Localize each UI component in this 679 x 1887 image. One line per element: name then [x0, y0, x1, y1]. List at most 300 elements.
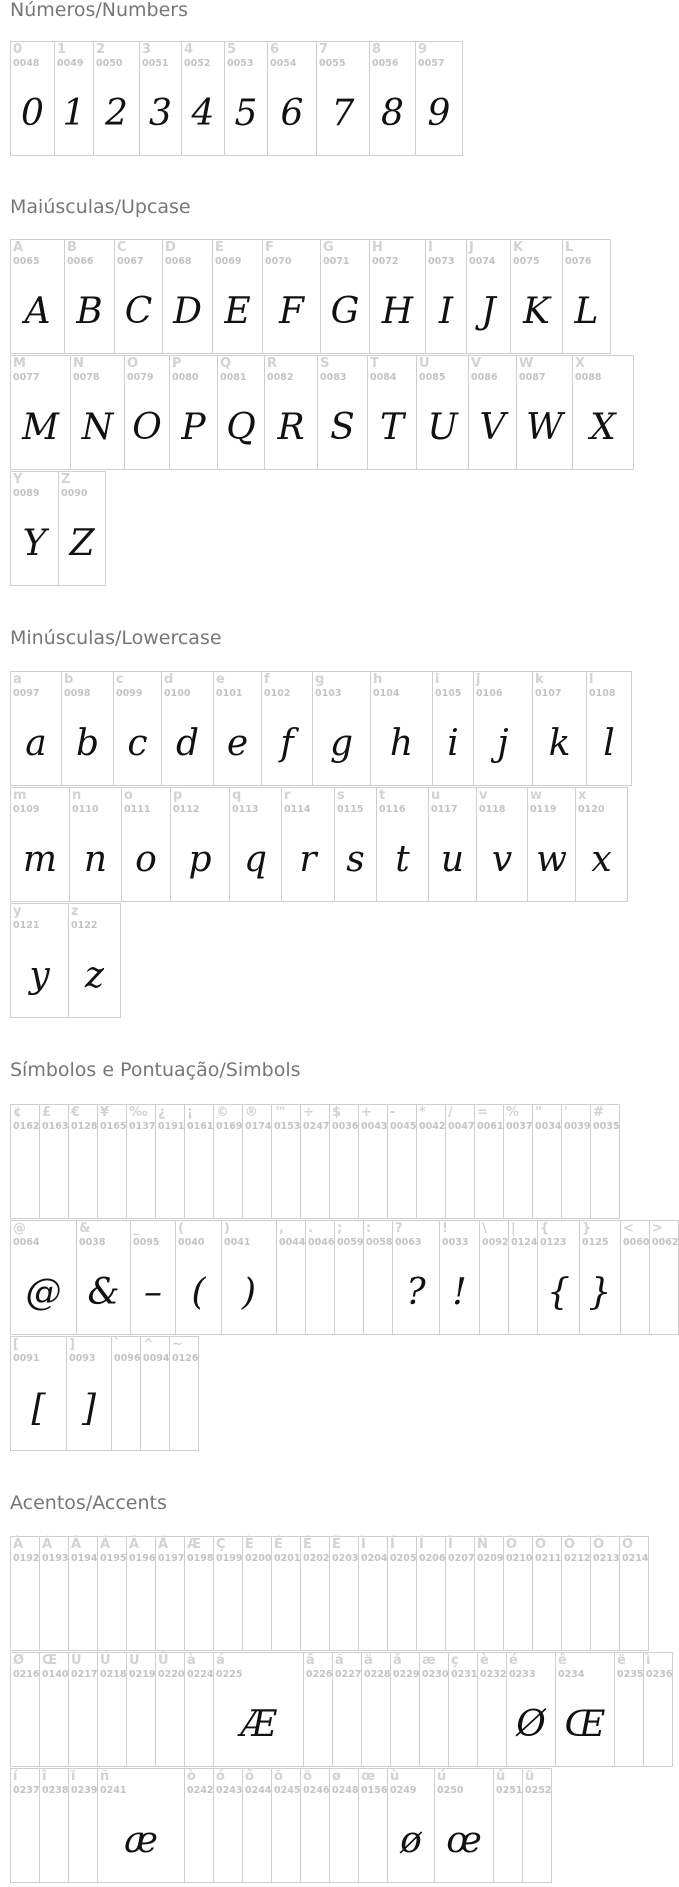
glyph-sample: @ [25, 1272, 62, 1313]
character-label: d [164, 672, 174, 687]
glyph-cell [70, 355, 125, 470]
character-code: 0067 [117, 256, 144, 267]
character-label: R [267, 356, 278, 371]
character-label: a [13, 672, 22, 687]
glyph-row [10, 239, 633, 354]
character-label: Û [129, 1653, 140, 1668]
glyph-cell [369, 239, 426, 354]
character-code: 0040 [178, 1237, 205, 1248]
glyph-cell [329, 1536, 359, 1651]
character-label: Æ [187, 1537, 202, 1552]
character-label: í [13, 1769, 18, 1784]
character-label: 1 [57, 42, 67, 57]
character-label: O [127, 356, 139, 371]
glyph-cell [561, 1536, 591, 1651]
character-code: 0112 [173, 804, 200, 815]
character-code: 0235 [617, 1669, 644, 1680]
character-code: 0234 [558, 1669, 585, 1680]
character-code: 0053 [227, 58, 254, 69]
glyph-sample: A [24, 291, 51, 332]
glyph-cell [262, 239, 321, 354]
glyph-sample: S [330, 407, 355, 448]
character-label: Ì [361, 1537, 366, 1552]
glyph-cell [213, 1768, 243, 1883]
glyph-sample: T [379, 407, 404, 448]
character-label: ñ [100, 1769, 110, 1784]
character-code: 0079 [127, 372, 154, 383]
character-code: 0062 [652, 1237, 679, 1248]
character-code: 0076 [565, 256, 592, 267]
character-label: K [513, 240, 524, 255]
character-code: 0072 [372, 256, 399, 267]
glyph-cell [126, 1104, 156, 1219]
glyph-cell [76, 1220, 131, 1335]
character-code: 0059 [337, 1237, 364, 1248]
glyph-sample: Ø [516, 1704, 546, 1745]
character-code: 0095 [133, 1237, 160, 1248]
glyph-cell [317, 355, 368, 470]
glyph-sample: Œ [564, 1704, 606, 1745]
character-label: Ä [129, 1537, 140, 1552]
character-label: 9 [418, 42, 428, 57]
glyph-cell [387, 1536, 417, 1651]
glyph-cell [448, 1652, 478, 1767]
character-code: 0111 [124, 804, 151, 815]
character-label: h [373, 672, 383, 687]
character-code: 0034 [535, 1121, 562, 1132]
character-label: ú [437, 1769, 447, 1784]
glyph-cell [329, 1104, 359, 1219]
glyph-sample: O [132, 407, 162, 448]
glyph-cell [97, 1768, 185, 1883]
character-label: : [366, 1221, 372, 1236]
glyph-cell [434, 1768, 494, 1883]
glyph-sample: j [497, 723, 509, 764]
glyph-sample: v [491, 839, 513, 880]
character-code: 0061 [477, 1121, 504, 1132]
glyph-cell [161, 671, 214, 786]
glyph-cell [64, 239, 115, 354]
glyph-sample: D [173, 291, 202, 332]
character-label: 3 [142, 42, 152, 57]
section-title-symbols: Símbolos e Pontuação/Simbols [10, 1059, 301, 1081]
glyph-cell [97, 1652, 127, 1767]
glyph-sample: y [29, 955, 50, 996]
glyph-cell [61, 671, 114, 786]
character-label: Ô [564, 1537, 576, 1552]
character-label: x [578, 788, 587, 803]
character-label: U [419, 356, 430, 371]
character-label: Ü [158, 1653, 169, 1668]
character-code: 0229 [393, 1669, 420, 1680]
character-label: 5 [227, 42, 237, 57]
glyph-cell [68, 1104, 98, 1219]
character-code: 0244 [245, 1785, 272, 1796]
glyph-cell [415, 41, 463, 156]
glyph-cell [261, 671, 313, 786]
glyph-sample: i [447, 723, 459, 764]
character-code: 0064 [13, 1237, 40, 1248]
glyph-cell [184, 1768, 214, 1883]
glyph-cell [532, 671, 587, 786]
glyph-sample: r [299, 839, 317, 880]
character-label: W [519, 356, 534, 371]
character-label: ã [335, 1653, 344, 1668]
glyph-cell [10, 471, 59, 586]
character-label: ò [187, 1769, 196, 1784]
glyph-cell [93, 41, 140, 156]
glyph-row [10, 1104, 678, 1219]
character-label: u [431, 788, 441, 803]
character-label: _ [133, 1221, 140, 1236]
character-label: i [435, 672, 440, 687]
glyph-cell [466, 239, 511, 354]
glyph-sample: p [188, 839, 212, 880]
glyph-sample: – [144, 1272, 162, 1313]
character-label: Ã [100, 1537, 111, 1552]
character-label: 8 [372, 42, 382, 57]
glyph-cell [332, 1652, 362, 1767]
glyph-grid-symbols [10, 1104, 678, 1452]
character-label: ö [303, 1769, 312, 1784]
glyph-sample: X [590, 407, 616, 448]
character-label: } [582, 1221, 592, 1236]
glyph-sample: 2 [105, 93, 128, 134]
character-label: Å [158, 1537, 169, 1552]
character-label: œ [361, 1769, 376, 1784]
glyph-cell [474, 1104, 504, 1219]
glyph-cell [303, 1652, 333, 1767]
character-label: E [215, 240, 224, 255]
character-code: 0098 [64, 688, 91, 699]
glyph-cell [506, 1652, 556, 1767]
character-code: 0243 [216, 1785, 243, 1796]
character-code: 0204 [361, 1553, 388, 1564]
glyph-cell [184, 1104, 214, 1219]
character-label: j [476, 672, 481, 687]
character-label: î [42, 1769, 47, 1784]
character-code: 0210 [506, 1553, 533, 1564]
character-code: 0196 [129, 1553, 156, 1564]
glyph-sample: L [574, 291, 599, 332]
character-code: 0202 [303, 1553, 330, 1564]
glyph-cell [575, 787, 628, 902]
character-label: 4 [184, 42, 194, 57]
character-code: 0056 [372, 58, 399, 69]
glyph-cell [242, 1536, 272, 1651]
character-code: 0110 [72, 804, 99, 815]
character-label: ™ [274, 1105, 287, 1120]
glyph-sample: 6 [280, 93, 304, 134]
glyph-cell [532, 1536, 562, 1651]
character-label: b [64, 672, 74, 687]
glyph-cell [111, 1336, 141, 1451]
character-code: 0069 [215, 256, 242, 267]
character-code: 0071 [323, 256, 350, 267]
character-code: 0083 [320, 372, 347, 383]
character-code: 0124 [511, 1237, 538, 1248]
character-label: N [73, 356, 84, 371]
character-label: Ò [506, 1537, 518, 1552]
glyph-cell [503, 1536, 533, 1651]
character-code: 0212 [564, 1553, 591, 1564]
character-code: 0045 [390, 1121, 417, 1132]
glyph-cell [39, 1768, 69, 1883]
character-label: ü [525, 1769, 535, 1784]
glyph-cell [10, 239, 65, 354]
character-code: 0049 [57, 58, 84, 69]
character-label: ô [245, 1769, 254, 1784]
character-code: 0216 [13, 1669, 40, 1680]
character-label: É [274, 1537, 283, 1552]
glyph-row [10, 1536, 672, 1651]
character-label: o [124, 788, 133, 803]
character-label: g [315, 672, 325, 687]
character-label: å [393, 1653, 402, 1668]
glyph-row [10, 903, 631, 1018]
character-code: 0206 [419, 1553, 446, 1564]
character-label: . [308, 1221, 313, 1236]
character-label: ÷ [303, 1105, 314, 1120]
character-code: 0108 [589, 688, 616, 699]
character-label: n [72, 788, 82, 803]
glyph-sample: f [280, 723, 294, 764]
glyph-cell [10, 1104, 40, 1219]
glyph-sample: g [329, 723, 354, 764]
character-code: 0057 [418, 58, 445, 69]
glyph-row [10, 787, 631, 902]
character-label: Ó [535, 1537, 547, 1552]
glyph-sample: a [25, 723, 47, 764]
character-label: à [187, 1653, 196, 1668]
character-label: û [496, 1769, 506, 1784]
character-label: Õ [593, 1537, 605, 1552]
glyph-sample: ( [191, 1272, 206, 1313]
character-code: 0100 [164, 688, 191, 699]
glyph-cell [477, 1652, 507, 1767]
character-code: 0039 [564, 1121, 591, 1132]
glyph-cell [305, 1220, 335, 1335]
glyph-cell [562, 239, 611, 354]
glyph-row [10, 355, 633, 470]
glyph-sample: V [479, 407, 506, 448]
glyph-cell [445, 1104, 475, 1219]
section-title-upcase: Maiúsculas/Upcase [10, 196, 191, 218]
character-label: á [216, 1653, 225, 1668]
character-label: T [370, 356, 379, 371]
character-label: À [13, 1537, 24, 1552]
glyph-cell [139, 41, 182, 156]
character-code: 0117 [431, 804, 458, 815]
character-label: ; [337, 1221, 343, 1236]
glyph-cell [10, 1652, 40, 1767]
glyph-cell [184, 1652, 214, 1767]
character-code: 0115 [337, 804, 364, 815]
glyph-cell [392, 1220, 440, 1335]
glyph-cell [416, 355, 469, 470]
character-code: 0043 [361, 1121, 388, 1132]
character-code: 0096 [114, 1353, 141, 1364]
character-code: 0161 [187, 1121, 214, 1132]
character-code: 0163 [42, 1121, 69, 1132]
character-code: 0153 [274, 1121, 301, 1132]
glyph-cell [68, 1536, 98, 1651]
glyph-cell [473, 671, 533, 786]
glyph-cell [300, 1536, 330, 1651]
character-code: 0118 [479, 804, 506, 815]
character-code: 0102 [264, 688, 291, 699]
character-code: 0140 [42, 1669, 69, 1680]
character-code: 0224 [187, 1669, 214, 1680]
glyph-sample: k [548, 723, 571, 764]
character-code: 0199 [216, 1553, 243, 1564]
character-code: 0156 [361, 1785, 388, 1796]
glyph-sample: ] [81, 1388, 97, 1429]
character-label: Ï [448, 1537, 453, 1552]
character-label: Ö [622, 1537, 634, 1552]
glyph-sample: x [591, 839, 612, 880]
glyph-row [10, 471, 633, 586]
glyph-cell [620, 1220, 650, 1335]
glyph-cell [369, 41, 416, 156]
glyph-cell [10, 671, 62, 786]
character-label: r [284, 788, 291, 803]
glyph-sample: 0 [21, 93, 44, 134]
glyph-row [10, 671, 631, 786]
glyph-cell [68, 1768, 98, 1883]
character-code: 0207 [448, 1553, 475, 1564]
character-code: 0193 [42, 1553, 69, 1564]
character-code: 0054 [270, 58, 297, 69]
character-code: 0084 [370, 372, 397, 383]
glyph-cell [281, 787, 335, 902]
glyph-sample: u [440, 839, 465, 880]
glyph-sample: d [175, 723, 200, 764]
glyph-cell [555, 1652, 615, 1767]
character-code: 0119 [530, 804, 557, 815]
character-code: 0162 [13, 1121, 40, 1132]
glyph-cell [114, 239, 163, 354]
glyph-cell [416, 1536, 446, 1651]
character-label: ë [617, 1653, 626, 1668]
character-code: 0106 [476, 688, 503, 699]
glyph-cell [155, 1652, 185, 1767]
character-label: ? [395, 1221, 403, 1236]
character-code: 0203 [332, 1553, 359, 1564]
glyph-cell [10, 787, 70, 902]
glyph-cell [276, 1220, 306, 1335]
glyph-cell [224, 41, 268, 156]
glyph-sample: K [523, 291, 550, 332]
character-code: 0232 [480, 1669, 507, 1680]
character-label: B [67, 240, 77, 255]
glyph-sample: ø [400, 1820, 422, 1861]
character-label: F [265, 240, 274, 255]
glyph-cell [537, 1220, 580, 1335]
character-code: 0037 [506, 1121, 533, 1132]
character-label: È [245, 1537, 254, 1552]
character-label: < [623, 1221, 634, 1236]
character-code: 0248 [332, 1785, 359, 1796]
section-title-lowercase: Minúsculas/Lowercase [10, 627, 222, 649]
character-label: y [13, 904, 22, 919]
section-title-numbers: Números/Numbers [10, 0, 188, 21]
character-code: 0086 [471, 372, 498, 383]
glyph-sample: w [536, 839, 567, 880]
glyph-sample: t [395, 839, 410, 880]
character-code: 0075 [513, 256, 540, 267]
glyph-sample: [ [31, 1388, 46, 1429]
glyph-cell [69, 787, 122, 902]
glyph-sample: N [81, 407, 114, 448]
character-label: Ú [100, 1653, 111, 1668]
character-code: 0252 [525, 1785, 552, 1796]
glyph-sample: 8 [381, 93, 404, 134]
character-code: 0238 [42, 1785, 69, 1796]
character-code: 0113 [232, 804, 259, 815]
character-code: 0241 [100, 1785, 127, 1796]
character-label: e [216, 672, 225, 687]
character-code: 0231 [451, 1669, 478, 1680]
character-label: é [509, 1653, 518, 1668]
character-code: 0198 [187, 1553, 214, 1564]
glyph-sample: q [243, 839, 268, 880]
character-code: 0094 [143, 1353, 170, 1364]
character-code: 0082 [267, 372, 294, 383]
glyph-cell [155, 1104, 185, 1219]
glyph-cell [175, 1220, 222, 1335]
glyph-cell [155, 1536, 185, 1651]
character-code: 0214 [622, 1553, 649, 1564]
glyph-sample: } [588, 1272, 612, 1313]
character-label: ( [178, 1221, 184, 1236]
glyph-cell [68, 903, 121, 1018]
character-code: 0211 [535, 1553, 562, 1564]
character-label: - [390, 1105, 396, 1120]
glyph-cell [121, 787, 171, 902]
character-code: 0122 [71, 920, 98, 931]
glyph-cell [213, 1104, 243, 1219]
character-label: q [232, 788, 242, 803]
glyph-grid-upcase [10, 239, 633, 587]
character-label: ® [245, 1105, 258, 1120]
character-code: 0073 [428, 256, 455, 267]
glyph-sample: P [181, 407, 206, 448]
character-code: 0101 [216, 688, 243, 699]
glyph-cell [10, 41, 55, 156]
glyph-cell [271, 1536, 301, 1651]
glyph-cell [10, 1336, 67, 1451]
glyph-cell [439, 1220, 480, 1335]
character-label: > [652, 1221, 663, 1236]
glyph-cell [170, 787, 230, 902]
glyph-sample: 3 [149, 93, 172, 134]
glyph-sample: ! [452, 1272, 467, 1313]
character-code: 0228 [364, 1669, 391, 1680]
character-label: ì [646, 1653, 651, 1668]
character-label: Ù [71, 1653, 82, 1668]
character-code: 0038 [79, 1237, 106, 1248]
character-code: 0120 [578, 804, 605, 815]
glyph-cell [387, 1104, 417, 1219]
character-label: S [320, 356, 330, 371]
character-label: { [540, 1221, 550, 1236]
character-code: 0089 [13, 488, 40, 499]
character-label: ä [364, 1653, 373, 1668]
glyph-sample: z [85, 955, 104, 996]
glyph-cell [39, 1104, 69, 1219]
character-label: £ [42, 1105, 52, 1120]
